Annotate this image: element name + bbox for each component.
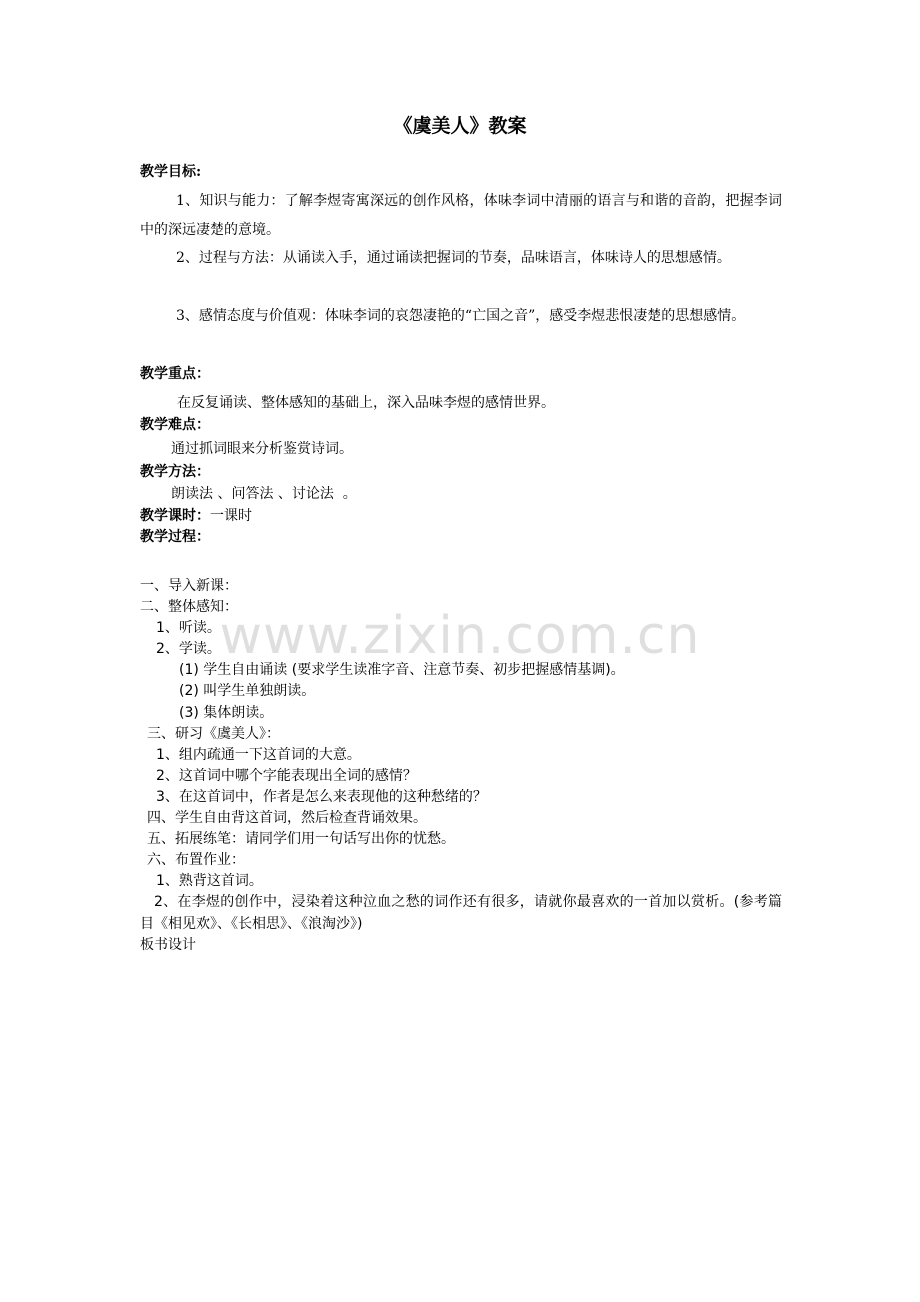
process-section-2: 二、整体感知：: [140, 599, 238, 615]
process-section-6: 六、布置作业：: [147, 852, 245, 868]
process-item-3-3: 3、在这首词中，作者是怎么来表现他的这种愁绪的？: [156, 789, 487, 805]
hours-heading: 教学课时：: [140, 508, 210, 524]
methods-text: 朗读法 、问答法 、讨论法 。: [171, 486, 357, 502]
process-item-2-2-1: (1) 学生自由诵读 (要求学生读准字音、注意节奏、初步把握感情基调)。: [179, 662, 625, 678]
difficulties-heading: 教学难点：: [140, 417, 210, 433]
process-item-2-2-3: (3) 集体朗读。: [179, 705, 274, 721]
objectives-heading: 教学目标:: [140, 164, 202, 180]
methods-heading: 教学方法：: [140, 464, 210, 480]
hours-line: [140, 506, 252, 527]
objective-item-3: 3、感情态度与价值观：体味李词的哀怨凄艳的“亡国之音”，感受李煜悲恨凄楚的思想感情。: [176, 308, 746, 324]
process-heading: 教学过程：: [140, 529, 210, 545]
watermark: www.zixin.com.cn: [219, 606, 701, 666]
process-item-2-2-2: (2) 叫学生单独朗读。: [179, 683, 316, 699]
board-design-label: 板书设计: [140, 937, 196, 953]
process-item-2-2: 2、学读。: [156, 641, 221, 657]
process-item-6-2: 2、在李煜的创作中，浸染着这种泣血之愁的词作还有很多，请就你最喜欢的一首加以赏析。(参考篇目《相见欢》、《长相思》、《浪淘沙》): [140, 894, 782, 932]
document-title: 《虞美人》教案: [393, 115, 527, 137]
process-item-2-1: 1、听读。: [156, 620, 221, 636]
process-item-3-2: 2、这首词中哪个字能表现出全词的感情？: [156, 768, 417, 784]
difficulties-text: 通过抓词眼来分析鉴赏诗词。: [171, 441, 353, 457]
objective-item-1: 1、知识与能力：了解李煜寄寓深远的创作风格，体味李词中清丽的语言与和谐的音韵，把握李词中的深远凄楚的意境。: [140, 193, 782, 238]
objective-item-2: 2、过程与方法：从诵读入手，通过诵读把握词的节奏，品味语言，体味诗人的思想感情。: [176, 250, 731, 266]
key-points-heading: 教学重点：: [140, 366, 210, 382]
process-section-3: 三、研习《虞美人》：: [147, 726, 280, 742]
process-section-5: 五、拓展练笔：请同学们用一句话写出你的忧愁。: [147, 831, 455, 847]
process-item-3-1: 1、组内疏通一下这首词的大意。: [156, 747, 361, 763]
hours-text: 一课时: [210, 508, 252, 524]
process-item-6-1: 1、熟背这首词。: [156, 873, 263, 889]
process-section-1: 一、导入新课：: [140, 578, 238, 594]
process-section-4: 四、学生自由背这首词，然后检查背诵效果。: [147, 810, 427, 826]
key-points-text: 在反复诵读、整体感知的基础上，深入品味李煜的感情世界。: [177, 395, 555, 411]
